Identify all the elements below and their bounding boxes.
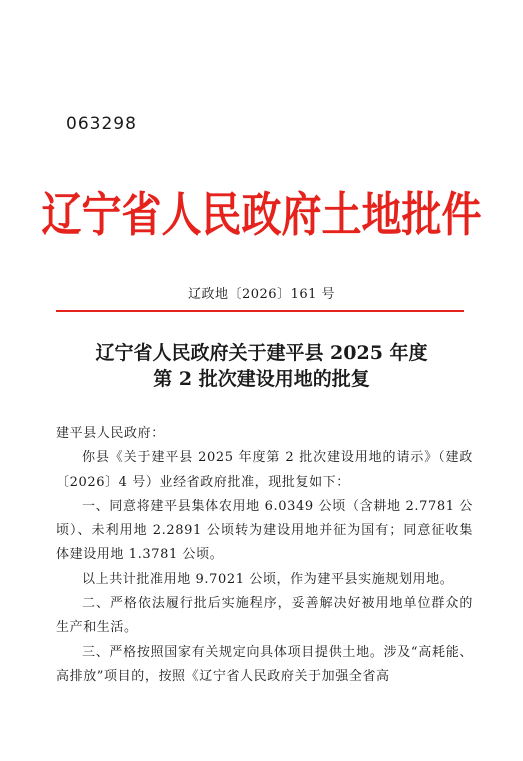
document-body (56, 422, 473, 689)
title-line-2: 第 2 批次建设用地的批复 (153, 368, 370, 390)
document-header-title: 辽宁省人民政府土地批件 (41, 188, 482, 243)
body-paragraph: 二、严格依法履行批后实施程序，妥善解决好被用地单位群众的生产和生活。 (56, 596, 473, 636)
serial-number: 063298 (66, 114, 137, 134)
title-line-1: 辽宁省人民政府关于建平县 2025 年度 (95, 342, 428, 364)
body-paragraph: 一、同意将建平县集体农用地 6.0349 公顷（含耕地 2.7781 公顷）、未利用地 2.2891 公顷转为建设用地并征为国有；同意征收集体建设用地 1.3781 公顷。 (56, 498, 473, 563)
body-paragraph: 以上共计批准用地 9.7021 公顷，作为建平县实施规划用地。 (82, 571, 454, 587)
body-paragraph: 你县《关于建平县 2025 年度第 2 批次建设用地的请示》（建政〔2026〕4 号）业经省政府批准，现批复如下： (56, 450, 473, 490)
document-title (0, 340, 523, 392)
red-divider-line (56, 310, 464, 312)
salutation: 建平县人民政府： (56, 426, 165, 441)
document-number: 辽政地〔2026〕161 号 (187, 287, 336, 302)
body-paragraph: 三、严格按照国家有关规定向具体项目提供土地。涉及“高耗能、高排放”项目的，按照《辽宁省人民政府关于加强全省高 (56, 644, 473, 684)
